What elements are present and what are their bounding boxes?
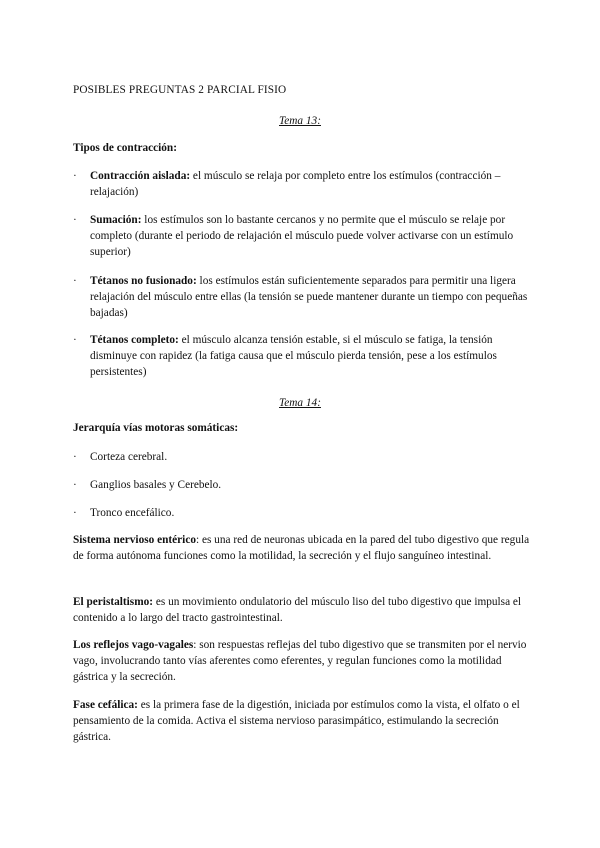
bullet-icon: ·	[73, 275, 77, 287]
bullet-icon: ·	[73, 334, 77, 346]
topic-14-heading: Tema 14:	[279, 397, 321, 409]
paragraph-term: Los reflejos vago-vagales	[73, 639, 194, 651]
paragraph-text: : son respuestas reflejas del tubo digestivo que se transmiten por el nervio vago, involucrando tanto vías aferentes como eferentes, y regulan funciones como la motilidad gástrica y la secreción.	[73, 639, 527, 683]
item-term: Contracción aislada:	[90, 170, 191, 182]
contraction-item	[73, 212, 533, 260]
paragraph-text: es la primera fase de la digestión, iniciada por estímulos como la vista, el olfato o el pensamiento de la comida. Activa el sistema nervioso parasimpático, estimulando la secreción gástrica.	[73, 699, 520, 743]
topic-13-heading: Tema 13:	[279, 115, 321, 127]
item-text: los estímulos están suficientemente separados para permitir una ligera relajación del músculo entre ellas (la tensión se puede mantener durante un tiempo con pequeñas bajadas)	[90, 275, 528, 319]
pathway-item	[73, 477, 533, 493]
definition-paragraph	[73, 697, 535, 745]
definition-paragraph	[73, 637, 535, 685]
definition-paragraph	[73, 594, 535, 626]
item-text: Corteza cerebral.	[90, 451, 168, 463]
item-text: el músculo alcanza tensión estable, si el músculo se fatiga, la tensión disminuye con rapidez (la fatiga causa que el músculo pierda tensión, pese a los estímulos persistentes)	[90, 334, 497, 378]
bullet-icon: ·	[73, 479, 77, 491]
contraction-types-title: Tipos de contracción:	[73, 142, 177, 154]
item-text: los estímulos son lo bastante cercanos y no permite que el músculo se relaje por completo (durante el periodo de relajación el músculo puede volver activarse con un estímulo superior)	[90, 214, 514, 258]
item-text: Tronco encefálico.	[90, 507, 175, 519]
item-text: el músculo se relaja por completo entre los estímulos (contracción – relajación)	[90, 170, 501, 198]
item-term: Tétanos no fusionado:	[90, 275, 197, 287]
paragraph-text: : es una red de neuronas ubicada en la pared del tubo digestivo que regula de forma autónoma funciones como la motilidad, la secreción y el flujo sanguíneo intestinal.	[73, 534, 530, 562]
item-term: Sumación:	[90, 214, 142, 226]
definition-paragraph	[73, 532, 535, 564]
contraction-item	[73, 273, 533, 321]
item-term: Tétanos completo:	[90, 334, 179, 346]
bullet-icon: ·	[73, 214, 77, 226]
pathway-item	[73, 449, 533, 465]
paragraph-term: Fase cefálica:	[73, 699, 138, 711]
paragraph-text: es un movimiento ondulatorio del músculo liso del tubo digestivo que impulsa el contenido a lo largo del tracto gastrointestinal.	[73, 596, 522, 624]
paragraph-term: Sistema nervioso entérico	[73, 534, 196, 546]
bullet-icon: ·	[73, 507, 77, 519]
bullet-icon: ·	[73, 451, 77, 463]
contraction-item	[73, 332, 533, 380]
motor-pathways-title: Jerarquía vías motoras somáticas:	[73, 422, 239, 434]
bullet-icon: ·	[73, 170, 77, 182]
paragraph-term: El peristaltismo:	[73, 596, 154, 608]
document-title: POSIBLES PREGUNTAS 2 PARCIAL FISIO	[73, 84, 287, 96]
item-text: Ganglios basales y Cerebelo.	[90, 479, 222, 491]
pathway-item	[73, 505, 533, 521]
contraction-item	[73, 168, 533, 200]
